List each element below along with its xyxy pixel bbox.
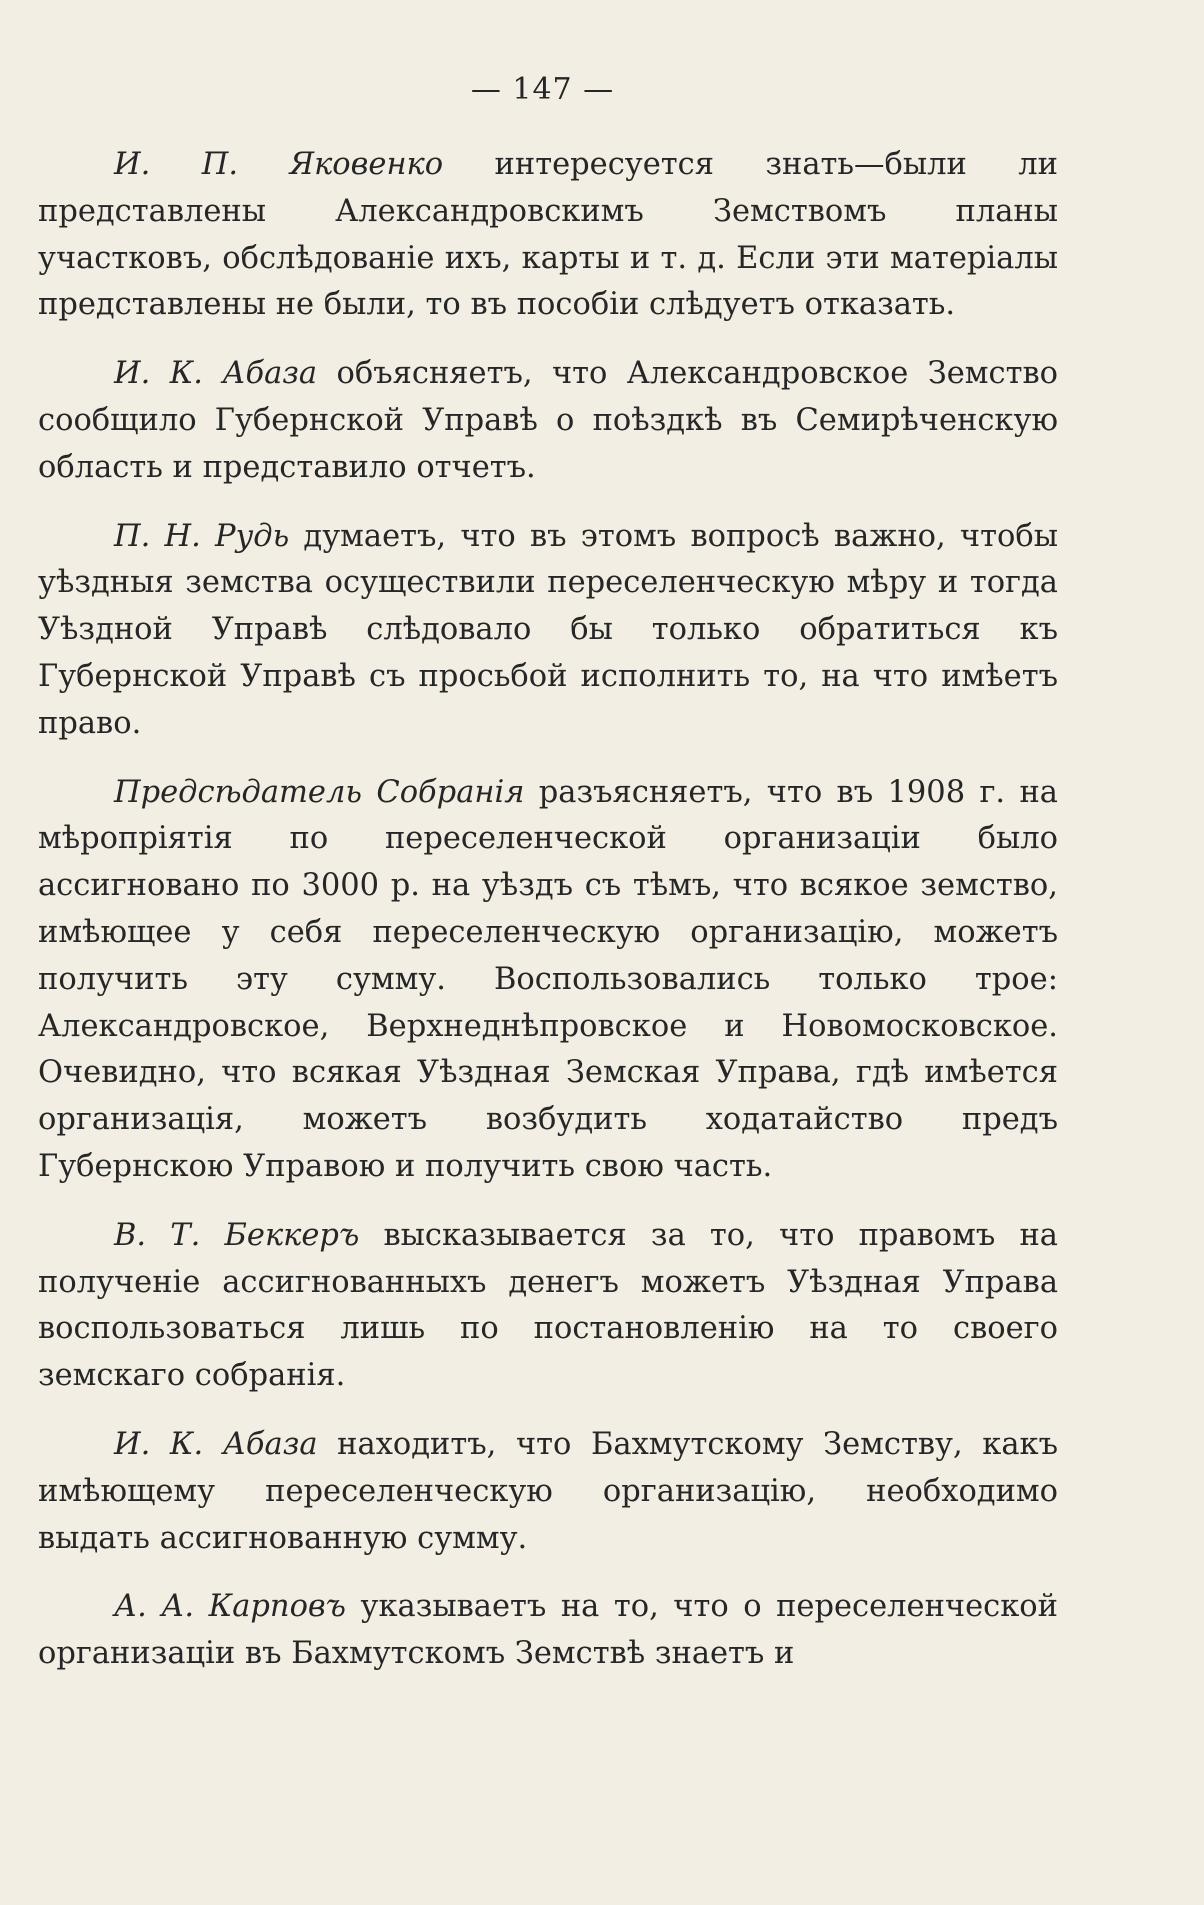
speaker-name: И. П. Яковенко (114, 147, 444, 182)
paragraph-text: объясняетъ, что Александровское Земство сообщило Губернской Управѣ о поѣздкѣ въ Семирѣченскую область и представило отчетъ. (38, 356, 1058, 485)
paragraph (38, 1584, 1058, 1678)
paragraph-text: указываетъ на то, что о переселенческой организаціи въ Бахмутскомъ Земствѣ знаетъ и (38, 1589, 1058, 1672)
paragraph (38, 1213, 1058, 1400)
paragraph (38, 351, 1058, 491)
speaker-name: П. Н. Рудь (114, 518, 290, 554)
paragraph (38, 1422, 1058, 1562)
page-text (38, 142, 1058, 1700)
paragraph (38, 770, 1058, 1191)
paragraph-text: высказывается за то, что правомъ на полученіе ассигнованныхъ денегъ можетъ Уѣздная Управа воспользоваться лишь по постановленію на то своего земскаго собранія. (38, 1217, 1058, 1394)
page-number: — 147 — (470, 72, 615, 107)
paragraph (38, 142, 1058, 329)
speaker-name: И. К. Абаза (114, 1426, 318, 1462)
paragraph (38, 514, 1058, 748)
paragraph-text: интересуется знать—были ли представлены Александровскимъ Земствомъ планы участковъ, обслѣдованіе ихъ, карты и т. д. Если эти матеріалы представлены не были, то въ пособіи слѣдуетъ отказать. (38, 147, 1059, 323)
speaker-name: В. Т. Беккеръ (114, 1217, 360, 1253)
paragraph-text: находитъ, что Бахмутскому Земству, какъ имѣющему переселенческую организацію, необходимо выдать ассигнованную сумму. (38, 1426, 1059, 1556)
speaker-name: Предсѣдатель Собранія (114, 774, 525, 810)
paragraph-text: думаетъ, что въ этомъ вопросѣ важно, чтобы уѣздныя земства осуществили переселенческую мѣру и тогда Уѣздной Управѣ слѣдовало бы только обратиться къ Губернской Управѣ съ просьбой исполнить то, на что имѣетъ право. (38, 518, 1058, 741)
speaker-name: А. А. Карповъ (114, 1589, 347, 1625)
paragraph-text: разъясняетъ, что въ 1908 г. на мѣропріятія по переселенческой организаціи было ассигновано по 3000 р. на уѣздъ съ тѣмъ, что всякое земство, имѣющее у себя переселенческую организацію, можетъ получить эту сумму. Воспользовались только трое: Александровское, Верхнеднѣпровское и Новомосковское. Очевидно, что всякая Уѣздная Земская Управа, гдѣ имѣется организація, можетъ возбудить ходатайство предъ Губернскою Управою и получить свою часть. (38, 774, 1058, 1184)
speaker-name: И. К. Абаза (114, 356, 318, 392)
